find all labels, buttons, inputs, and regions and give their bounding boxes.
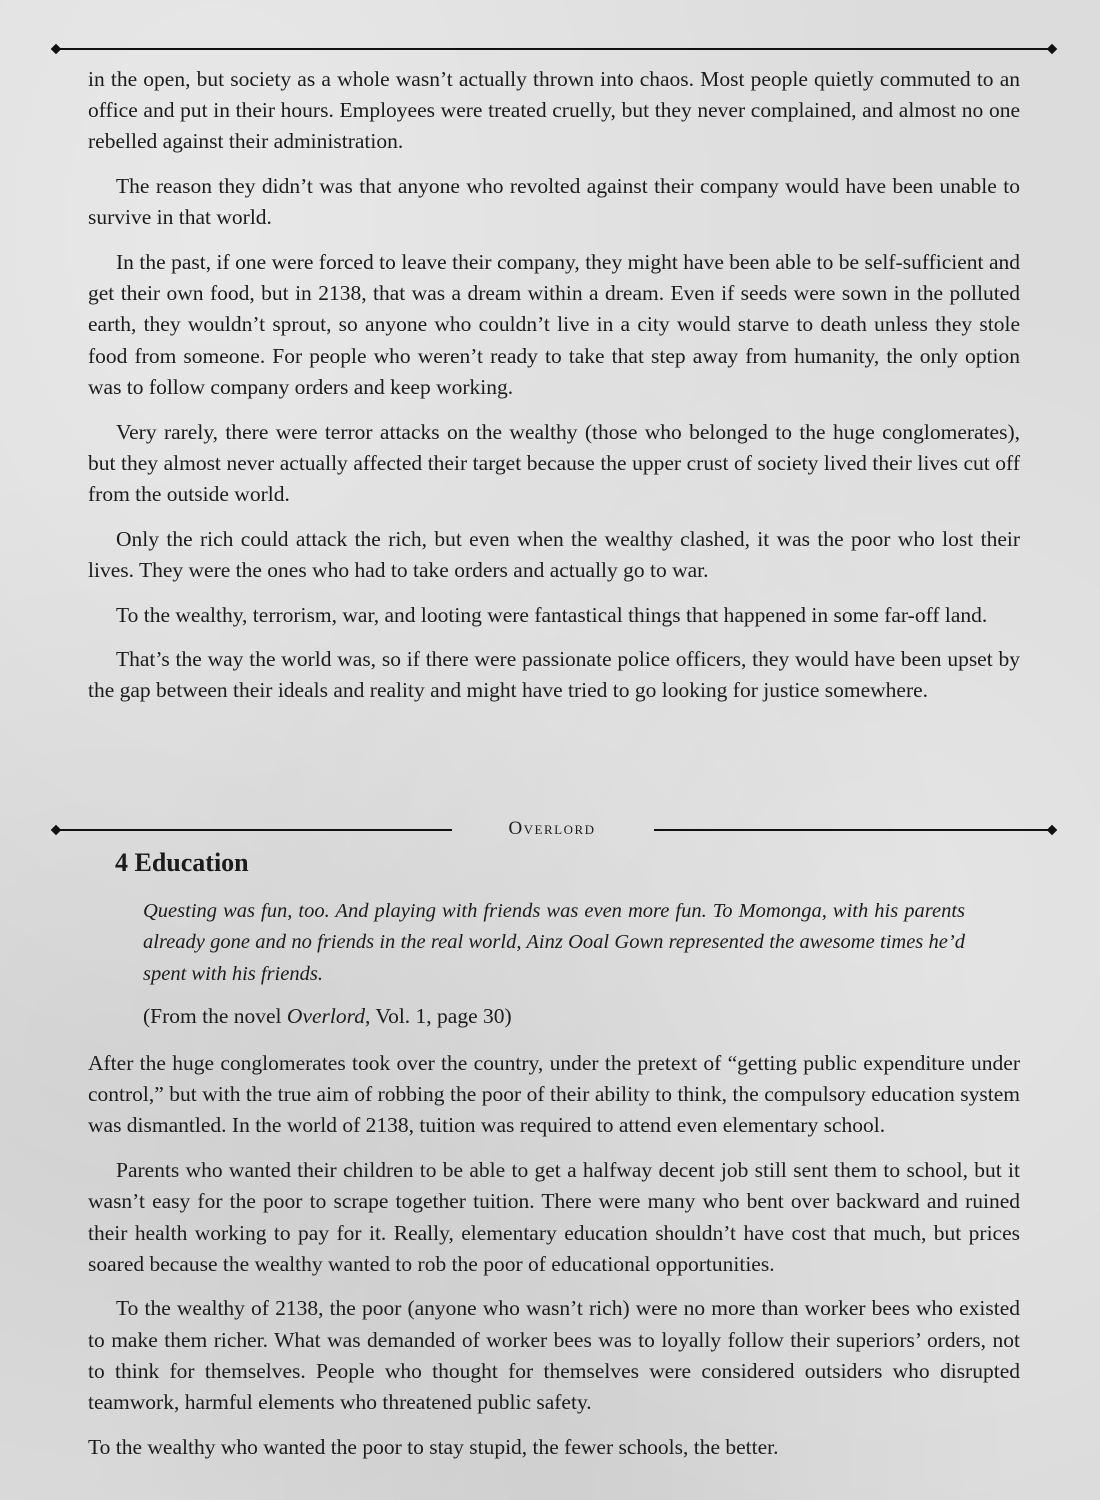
paragraph: Very rarely, there were terror attacks on the wealthy (those who belonged to the huge conglomerates), but they almost never actually affected their target because the upper crust of society lived their lives cut off from the outside world. (88, 419, 1020, 506)
rule-line (56, 48, 1052, 50)
paragraph: in the open, but society as a whole wasn’t actually thrown into chaos. Most people quietly commuted to an office and put in their hours. Employees were treated cruelly, but they never complained, and almost no one rebelled against their administration. (88, 67, 1020, 154)
citation-suffix: , Vol. 1, page 30) (364, 1004, 512, 1028)
top-divider-rule (52, 44, 1056, 54)
rule-diamond-right (1047, 44, 1058, 55)
paragraph: After the huge conglomerates took over the country, under the pretext of “getting public expenditure under control,” but with the true aim of robbing the poor of their ability to think, the compulsory education system was dismantled. In the world of 2138, tuition was required to attend even elementary school. (88, 1051, 1020, 1138)
epigraph-quote: Questing was fun, too. And playing with friends was even more fun. To Momonga, with his parents already gone and no friends in the real world, Ainz Ooal Gown represented the awesome times he’d spent with his friends. (143, 900, 965, 985)
paragraph: Only the rich could attack the rich, but even when the wealthy clashed, it was the poor who lost their lives. They were the ones who had to take orders and actually go to war. (88, 526, 1020, 582)
rule-line-right (654, 829, 1052, 831)
section-heading: 4 Education (115, 848, 249, 877)
citation-title: Overlord (286, 1004, 365, 1028)
paragraph: In the past, if one were forced to leave their company, they might have been able to be self-sufficient and get their own food, but in 2138, that was a dream within a dream. Even if seeds were sown in the polluted earth, they wouldn’t sprout, so anyone who couldn’t live in a city would starve to death unless they stole food from someone. For people who weren’t ready to take that step away from humanity, the only option was to follow company orders and keep working. (88, 250, 1020, 399)
top-text-block (88, 64, 1020, 720)
bottom-text-block (88, 1048, 1020, 1476)
paragraph: To the wealthy, terrorism, war, and looting were fantastical things that happened in some far-off land. (116, 602, 988, 627)
paragraph: That’s the way the world was, so if there were passionate police officers, they would have been upset by the gap between their ideals and reality and might have tried to go looking for justice somewhere. (88, 647, 1020, 703)
paragraph: To the wealthy who wanted the poor to stay stupid, the fewer schools, the better. (88, 1434, 779, 1459)
rule-line-left (56, 829, 452, 831)
running-head: Overlord (508, 818, 596, 839)
paragraph: The reason they didn’t was that anyone who revolted against their company would have been unable to survive in that world. (88, 174, 1020, 230)
epigraph-citation (143, 1004, 512, 1029)
citation-prefix: (From the novel (143, 1004, 287, 1028)
paragraph: Parents who wanted their children to be able to get a halfway decent job still sent them to school, but it wasn’t easy for the poor to scrape together tuition. There were many who bent over backward and ruined their health working to pay for it. Really, elementary education shouldn’t have cost that much, but prices soared because the wealthy wanted to rob the poor of educational opportunities. (88, 1158, 1020, 1276)
paragraph: To the wealthy of 2138, the poor (anyone who wasn’t rich) were no more than worker bees who existed to make them richer. What was demanded of worker bees was to loyally follow their superiors’ orders, not to think for themselves. People who thought for themselves were considered outsiders who disrupted teamwork, harmful elements who threatened public safety. (88, 1296, 1020, 1415)
rule-diamond-right (1047, 825, 1058, 836)
